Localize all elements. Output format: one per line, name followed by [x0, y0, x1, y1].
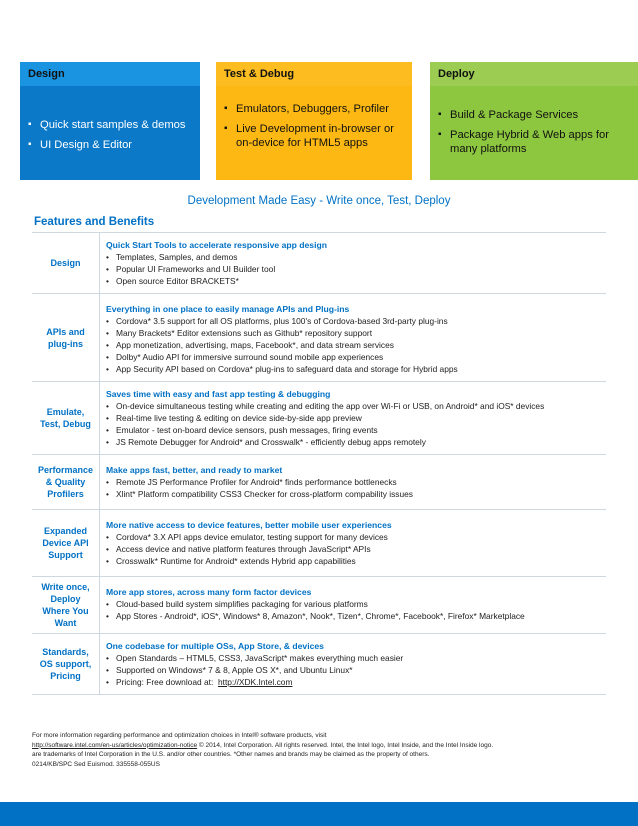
- pillar-list: [20, 86, 200, 152]
- row-label: Standards, OS support, Pricing: [32, 634, 100, 694]
- xdk-link[interactable]: http://XDK.Intel.com: [217, 677, 293, 687]
- pillar-item: ▪ Package Hybrid & Web apps for many platforms: [438, 128, 632, 156]
- pricing-label: Pricing: Free download at:: [116, 677, 214, 687]
- pillar-item: ▪ Emulators, Debuggers, Profiler: [224, 102, 406, 116]
- row-title: Make apps fast, better, and ready to market: [106, 465, 283, 475]
- row-content: [100, 510, 392, 576]
- row-bullet: • Xlint* Platform compatibility CSS3 Checker for cross-platform compability issues: [106, 488, 413, 500]
- row-bullet: • Many Brackets* Editor extensions such as Github* repository support: [106, 327, 458, 339]
- row-bullet: • Access device and native platform features through JavaScript* APIs: [106, 543, 392, 555]
- row-bullet: • Templates, Samples, and demos: [106, 251, 327, 263]
- row-content: [100, 455, 413, 509]
- pillar-item: ▪ UI Design & Editor: [28, 138, 194, 152]
- row-bullet: • Cordova* 3.X API apps device emulator, testing support for many devices: [106, 531, 392, 543]
- row-bullet: • Emulator - test on-board device sensors, push messages, firing events: [106, 424, 544, 436]
- pillar-item: ▪ Live Development in-browser or on-device for HTML5 apps: [224, 122, 406, 150]
- row-content: [100, 634, 403, 694]
- row-title: More app stores, across many form factor devices: [106, 587, 312, 597]
- pillar-list: [216, 86, 412, 150]
- feature-row-performance: [32, 455, 606, 510]
- row-label: Performance & Quality Profilers: [32, 455, 100, 509]
- footnote-line: 0214/KB/SPC Sed Euismod. 335558-055US: [32, 760, 160, 768]
- pillar-title: Design: [20, 62, 200, 86]
- row-bullet: • App Stores - Android*, iOS*, Windows* 8, Amazon*, Nook*, Tizen*, Chrome*, Facebook*, Firefox* Marketplace: [106, 610, 525, 622]
- row-bullet: • Dolby* Audio API for immersive surround sound mobile app experiences: [106, 351, 458, 363]
- feature-row-design: [32, 233, 606, 294]
- row-content: [100, 294, 458, 381]
- features-title: Features and Benefits: [34, 216, 155, 228]
- pillar-item: ▪ Quick start samples & demos: [28, 118, 194, 132]
- footnote: [32, 731, 612, 769]
- row-bullet: • Cloud-based build system simplifies packaging for various platforms: [106, 598, 525, 610]
- row-title: One codebase for multiple OSs, App Store, & devices: [106, 641, 324, 651]
- pillar-list: [430, 86, 638, 156]
- row-bullet: • Open source Editor BRACKETS*: [106, 275, 327, 287]
- row-bullet: • Supported on Windows* 7 & 8, Apple OS X*, and Ubuntu Linux*: [106, 664, 403, 676]
- feature-row-device-api: [32, 510, 606, 577]
- footnote-copyright: © 2014, Intel Corporation. All rights reserved. Intel, the Intel logo, Intel Inside, and the Intel Inside logo.: [198, 741, 494, 749]
- tagline: Development Made Easy - Write once, Test, Deploy: [187, 195, 451, 207]
- row-content: [100, 577, 525, 633]
- row-title: Quick Start Tools to accelerate responsive app design: [106, 240, 327, 250]
- row-content: [100, 233, 327, 293]
- row-bullet: • Crosswalk* Runtime for Android* extends Hybrid app capabilities: [106, 555, 392, 567]
- pillars: [20, 62, 638, 180]
- row-bullet: • Popular UI Frameworks and UI Builder tool: [106, 263, 327, 275]
- row-bullet: • On-device simultaneous testing while creating and editing the app over Wi-Fi or USB, on Android* and iOS* devices: [106, 400, 544, 412]
- footnote-line: are trademarks of Intel Corporation in the U.S. and/or other countries. *Other names and brands may be claimed as the property of others.: [32, 751, 430, 758]
- row-label: APIs and plug-ins: [32, 294, 100, 381]
- row-bullet: • Real-time live testing & editing on device side-by-side app preview: [106, 412, 544, 424]
- bottom-bar: [0, 802, 638, 826]
- feature-row-write-once: [32, 577, 606, 634]
- optimization-notice-link[interactable]: http://software.intel.com/en-us/articles/optimization-notice: [32, 741, 198, 749]
- row-title: More native access to device features, better mobile user experiences: [106, 520, 392, 530]
- row-label: Design: [32, 233, 100, 293]
- pillar-item: ▪ Build & Package Services: [438, 108, 632, 122]
- pillar-title: Test & Debug: [216, 62, 412, 86]
- pillar-title: Deploy: [430, 62, 638, 86]
- feature-row-standards: [32, 634, 606, 695]
- row-bullet: • Remote JS Performance Profiler for Android* finds performance bottlenecks: [106, 476, 413, 488]
- footnote-line: For more information regarding performance and optimization choices in Intel® software products, visit: [32, 732, 327, 739]
- deploy-pillar: [430, 62, 638, 180]
- test-debug-pillar: [216, 62, 412, 180]
- row-bullet: • App monetization, advertising, maps, Facebook*, and data stream services: [106, 339, 458, 351]
- design-pillar: [20, 62, 200, 180]
- features-table: [32, 232, 606, 695]
- footnote-line: [32, 741, 612, 751]
- row-title: Saves time with easy and fast app testing & debugging: [106, 389, 331, 399]
- feature-row-emulate: [32, 382, 606, 455]
- row-title: Everything in one place to easily manage APIs and Plug-ins: [106, 304, 350, 314]
- row-bullet: [106, 676, 403, 688]
- row-label: Write once, Deploy Where You Want: [32, 577, 100, 633]
- feature-row-apis: [32, 294, 606, 382]
- row-bullet: • App Security API based on Cordova* plug-ins to safeguard data and storage for Hybrid apps: [106, 363, 458, 375]
- row-content: [100, 382, 544, 454]
- row-bullet: • Open Standards – HTML5, CSS3, JavaScript* makes everything much easier: [106, 652, 403, 664]
- row-label: Expanded Device API Support: [32, 510, 100, 576]
- row-bullet: • JS Remote Debugger for Android* and Crosswalk* - efficiently debug apps remotely: [106, 436, 544, 448]
- row-bullet: • Cordova* 3.5 support for all OS platforms, plus 100's of Cordova-based 3rd-party plug-ins: [106, 315, 458, 327]
- row-label: Emulate, Test, Debug: [32, 382, 100, 454]
